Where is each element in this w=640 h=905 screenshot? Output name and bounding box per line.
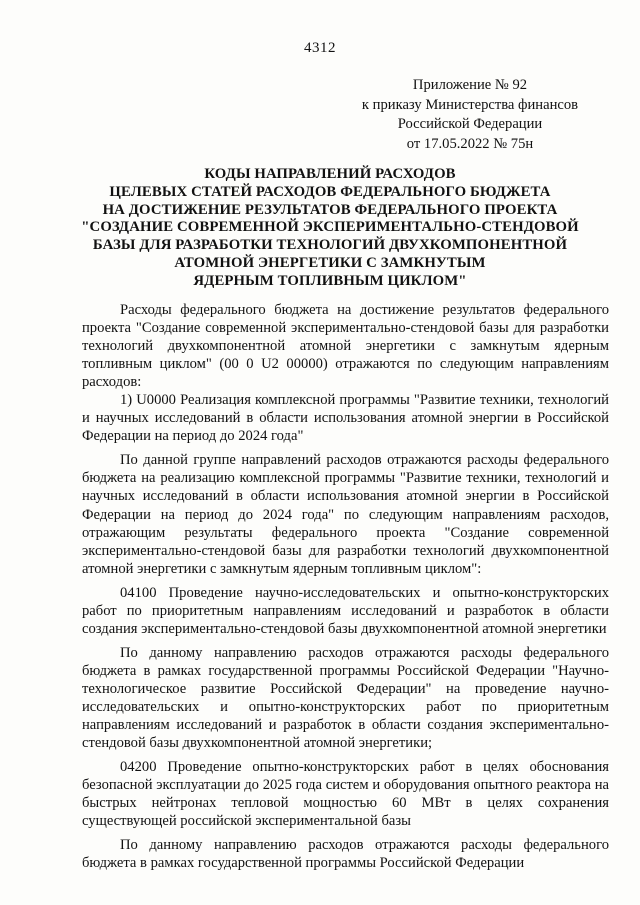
title-line: АТОМНОЙ ЭНЕРГЕТИКИ С ЗАМКНУТЫМ	[174, 254, 486, 271]
appendix-country: Российской Федерации	[397, 116, 543, 132]
body-paragraph: 04100 Проведение научно-исследовательских и опытно-конструкторских работ по приоритетным направлениям исследований и разработок в области создания экспериментально-стендовой базы двухкомпонентной атомной энергетики	[82, 584, 609, 637]
document-body	[82, 301, 609, 872]
body-paragraph: 04200 Проведение опытно-конструкторских работ в целях обоснования безопасной эксплуатации до 2025 года систем и оборудования опытного реактора на быстрых нейтронах тепловой мощностью 60 МВт в целях сохранения существующей российской экспериментальной базы	[82, 759, 609, 830]
title-line: ЦЕЛЕВЫХ СТАТЕЙ РАСХОДОВ ФЕДЕРАЛЬНОГО БЮДЖЕТА	[109, 183, 551, 200]
title-line: КОДЫ НАПРАВЛЕНИЙ РАСХОДОВ	[204, 166, 456, 182]
body-paragraph: Расходы федерального бюджета на достижение результатов федерального проекта "Создание современной экспериментально-стендовой базы для разработки технологий двухкомпонентной атомной энергетики с замкнутым ядерным топливным циклом" (00 0 U2 00000) отражаются по следующим направлениям расходов:	[82, 302, 609, 391]
body-paragraph: По данному направлению расходов отражаются расходы федерального бюджета в рамках государственной программы Российской Федерации	[82, 837, 609, 872]
body-paragraph: 1) U0000 Реализация комплексной программы "Развитие техники, технологий и научных исследований в области использования атомной энергии в Российской Федерации на период до 2024 года"	[82, 392, 609, 445]
title-line: ЯДЕРНЫМ ТОПЛИВНЫМ ЦИКЛОМ"	[193, 272, 467, 289]
body-paragraph: По данной группе направлений расходов отражаются расходы федерального бюджета на реализацию комплексной программы "Развитие техники, технологий и научных исследований в области использования атомной энергии в Российской Федерации на период до 2024 года" по следующим направлениям расходов, отражающим результаты федерального проекта "Создание современной экспериментально-стендовой базы для разработки технологий двухкомпонентной атомной энергетики с замкнутым ядерным топливным циклом":	[82, 452, 609, 577]
title-line: НА ДОСТИЖЕНИЕ РЕЗУЛЬТАТОВ ФЕДЕРАЛЬНОГО ПРОЕКТА	[102, 201, 558, 218]
appendix-order-ref: к приказу Министерства финансов	[361, 96, 579, 113]
title-line: БАЗЫ ДЛЯ РАЗРАБОТКИ ТЕХНОЛОГИЙ ДВУХКОМПОНЕНТНОЙ	[92, 237, 568, 254]
page-number: 4312	[304, 40, 336, 56]
appendix-number: Приложение № 92	[412, 77, 528, 93]
title-line: "СОЗДАНИЕ СОВРЕМЕННОЙ ЭКСПЕРИМЕНТАЛЬНО-СТЕНДОВОЙ	[81, 219, 579, 236]
appendix-reference	[330, 76, 610, 154]
appendix-order-date: от 17.05.2022 № 75н	[406, 135, 534, 152]
body-paragraph: По данному направлению расходов отражаются расходы федерального бюджета в рамках государственной программы Российской Федерации "Научно-технологическое развитие Российской Федерации" на проведение научно-исследовательских и опытно-конструкторских работ по приоритетным направлениям исследований и разработок в области создания экспериментально-стендовой базы двухкомпонентной атомной энергетики;	[82, 644, 609, 752]
document-title	[60, 166, 600, 291]
